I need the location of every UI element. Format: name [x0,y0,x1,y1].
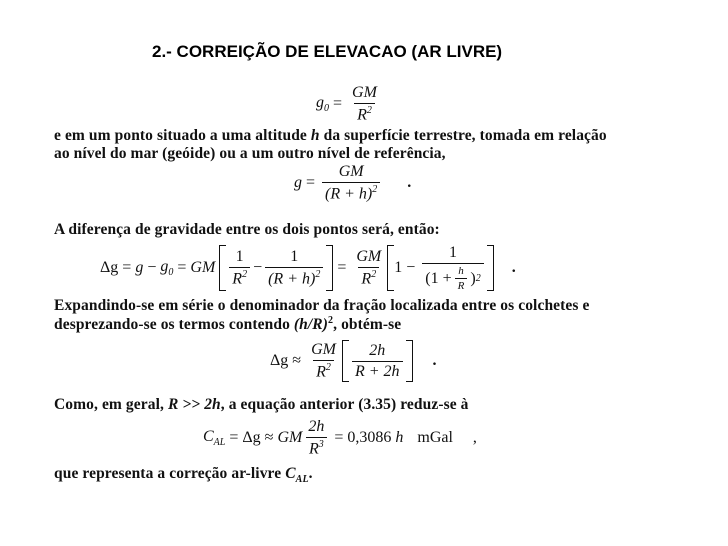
paragraph-line: Expandindo-se em série o denominador da fração localizada entre os colchetes e [54,297,590,314]
paragraph-line: e em um ponto situado a uma altitude h da superfície terrestre, tomada em relação [54,127,607,144]
g0-lhs: $g_0$ [316,94,329,115]
paragraph-line: que representa a correção ar-livre $C_{AL}$. [54,465,313,486]
equals-sign: = [333,95,343,113]
fraction: $\frac{GM}{R^2}$ [352,84,377,124]
paragraph-line: ao nível do mar (geóide) ou a um outro nível de referência, [54,145,446,162]
equation-cal: $C_{AL}$ = Δg ≈ GM $\frac{2h}{R^3}$ = 0,3086 h mGal , [203,418,477,458]
page-title: 2.- CORREIÇÃO DE ELEVACAO (AR LIVRE) [152,42,503,61]
equation-approx: Δg ≈ $\frac{GM}{R^2}$ $\frac{2h}{R + 2h}$ . [270,340,437,381]
equation-g: g = $\frac{GM}{(R + h)^2}$ . [294,163,412,203]
fraction: $\frac{GM}{(R + h)^2}$ [322,163,380,203]
paragraph-line: Como, em geral, R >> 2h, a equação anterior (3.35) reduz-se à [54,396,469,413]
paragraph-line: A diferença de gravidade entre os dois pontos será, então: [54,221,440,238]
paragraph-line: desprezando-se os termos contendo $(h/R)^2$, obtém-se [54,315,402,334]
equation-delta-g: Δg = g − $g_0$ = GM $\frac{1}{R^2}$ − $\frac{1}{(R + h)^2}$ = $\frac{GM}{R^2}$ 1 − 1 (1 + $\frac{h}{R}$ ) 2 . [100,244,516,292]
equation-g0 [316,84,383,124]
